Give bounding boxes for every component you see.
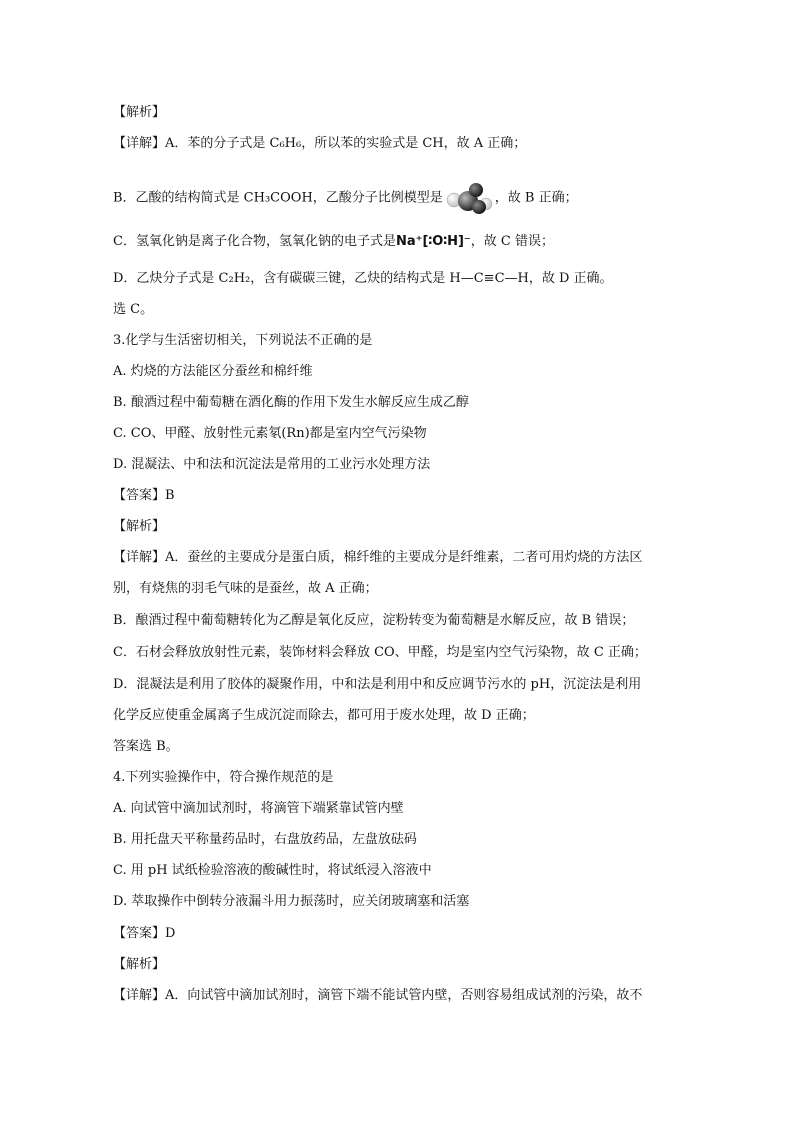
analysis-heading: 【解析】: [113, 957, 166, 972]
option-line: C. 用 pH 试纸检验溶液的酸碱性时，将试纸浸入溶液中: [113, 863, 432, 878]
detail-line: C．石材会释放放射性元素，装饰材料会释放 CO、甲醛，均是室内空气污染物，故 C 正确；: [113, 645, 647, 660]
option-line: B. 用托盘天平称量药品时，右盘放药品，左盘放砝码: [113, 832, 417, 847]
analysis-heading: 【解析】: [113, 519, 166, 534]
option-line: C. CO、甲醛、放射性元素氡(Rn)都是室内空气污染物: [113, 426, 427, 441]
detail-line: D．混凝法是利用了胶体的凝聚作用，中和法是利用中和反应调节污水的 pH，沉淀法是利用: [113, 677, 642, 692]
detail-text: B．乙酸的结构简式是 CH₃COOH，乙酸分子比例模型是: [113, 190, 443, 206]
naoh-electron-formula: Na⁺[∶O∶H]⁻: [395, 234, 471, 249]
conclusion-line: 选 C。: [113, 302, 154, 317]
option-line: A. 向试管中滴加试剂时，将滴管下端紧靠试管内壁: [113, 801, 404, 816]
detail-line-c: [113, 233, 554, 251]
detail-line: 化学反应使重金属离子生成沉淀而除去，都可用于废水处理，故 D 正确；: [113, 708, 535, 723]
detail-line: 别，有烧焦的羽毛气味的是蚕丝，故 A 正确；: [113, 581, 378, 596]
answer-line: 【答案】B: [113, 488, 175, 503]
detail-line: D．乙炔分子式是 C₂H₂，含有碳碳三键，乙炔的结构式是 H—C≡C—H，故 D 正确。: [113, 271, 613, 286]
detail-text: ，故 C 错误；: [470, 234, 555, 249]
detail-line: B．酿酒过程中葡萄糖转化为乙醇是氧化反应，淀粉转变为葡萄糖是水解反应，故 B 错误；: [113, 613, 635, 628]
detail-line: 【详解】A．向试管中滴加试剂时，滴管下端不能试管内壁，否则容易组成试剂的污染，故不: [113, 988, 643, 1003]
acetic-acid-space-filling-model-icon: [445, 180, 493, 216]
question-title: 3.化学与生活密切相关，下列说法不正确的是: [113, 333, 373, 348]
question-title: 4.下列实验操作中，符合操作规范的是: [113, 770, 334, 785]
detail-text: C．氢氧化钠是离子化合物，氢氧化钠的电子式是: [113, 234, 396, 249]
option-line: B. 酿酒过程中葡萄糖在酒化酶的作用下发生水解反应生成乙醇: [113, 395, 469, 410]
option-line: D. 混凝法、中和法和沉淀法是常用的工业污水处理方法: [113, 457, 431, 472]
detail-line: 【详解】A．苯的分子式是 C₆H₆，所以苯的实验式是 CH，故 A 正确；: [113, 136, 527, 151]
option-line: A. 灼烧的方法能区分蚕丝和棉纤维: [113, 364, 313, 379]
detail-text: ，故 B 正确；: [494, 190, 578, 206]
detail-line-b: [113, 180, 578, 216]
option-line: D. 萃取操作中倒转分液漏斗用力振荡时，应关闭玻璃塞和活塞: [113, 894, 470, 909]
detail-line: 【详解】A．蚕丝的主要成分是蛋白质，棉纤维的主要成分是纤维素，二者可用灼烧的方法区: [113, 550, 643, 565]
analysis-heading: 【解析】: [113, 105, 166, 120]
conclusion-line: 答案选 B。: [113, 739, 179, 754]
answer-line: 【答案】D: [113, 926, 176, 941]
